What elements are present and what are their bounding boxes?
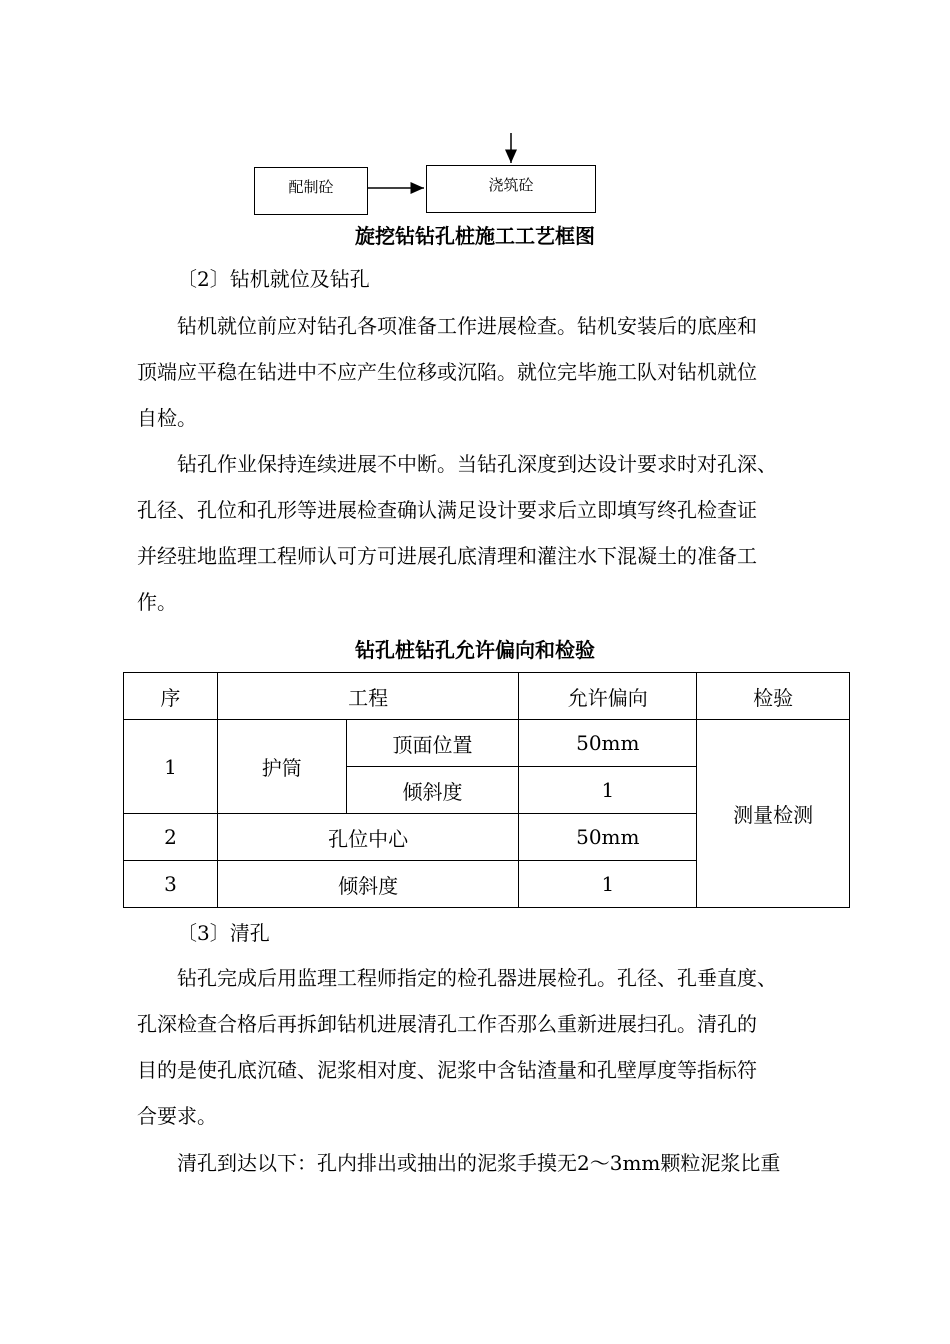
- text-line: 合要求。: [137, 1104, 217, 1128]
- cell-tolerance: 1: [519, 861, 697, 908]
- flow-box-mix-concrete: [254, 167, 368, 215]
- text-line: 钻机就位前应对钻孔各项准备工作进展检查。钻机安装后的底座和: [177, 314, 757, 338]
- text-line: 清孔到达以下：孔内排出或抽出的泥浆手摸无2～3mm颗粒泥浆比重: [177, 1151, 781, 1175]
- section3-heading: 〔3〕清孔: [177, 921, 270, 945]
- cell-no: 2: [124, 814, 218, 861]
- header-item: 工程: [217, 673, 519, 720]
- text-line: 目的是使孔底沉碴、泥浆相对度、泥浆中含钻渣量和孔壁厚度等指标符: [137, 1058, 757, 1082]
- header-tolerance: 允许偏向: [519, 673, 697, 720]
- table-header-row: [124, 673, 850, 720]
- flow-box-pour-concrete: [426, 165, 596, 213]
- section3-paragraph-1: [137, 955, 852, 1139]
- cell-group: 护筒: [217, 720, 346, 814]
- cell-item: 倾斜度: [346, 767, 519, 814]
- figure-title: 旋挖钻钻孔桩施工工艺框图: [355, 224, 595, 248]
- cell-tolerance: 50mm: [519, 720, 697, 767]
- flow-box-mix-label: 配制砼: [288, 178, 334, 196]
- text-line: 钻孔完成后用监理工程师指定的检孔器进展检孔。孔径、孔垂直度、: [177, 966, 777, 990]
- section2-paragraph-2: [137, 441, 852, 625]
- text-line: 孔深检查合格后再拆卸钻机进展清孔工作否那么重新进展扫孔。清孔的: [137, 1012, 757, 1036]
- text-line: 孔径、孔位和孔形等进展检查确认满足设计要求后立即填写终孔检查证: [137, 498, 757, 522]
- text-line: 并经驻地监理工程师认可方可进展孔底清理和灌注水下混凝土的准备工: [137, 544, 757, 568]
- tolerance-table: [123, 672, 850, 908]
- text-line: 作。: [137, 590, 177, 614]
- cell-no: 1: [124, 720, 218, 814]
- section3-paragraph-2: [137, 1140, 852, 1186]
- text-line: 钻孔作业保持连续进展不中断。当钻孔深度到达设计要求时对孔深、: [177, 452, 777, 476]
- table-row: [124, 720, 850, 767]
- cell-no: 3: [124, 861, 218, 908]
- flow-box-pour-label: 浇筑砼: [488, 176, 534, 194]
- cell-item: 倾斜度: [217, 861, 519, 908]
- section2-heading: 〔2〕钻机就位及钻孔: [177, 267, 370, 291]
- cell-item: 孔位中心: [217, 814, 519, 861]
- cell-item: 顶面位置: [346, 720, 519, 767]
- cell-tolerance: 1: [519, 767, 697, 814]
- cell-inspection: 测量检测: [697, 720, 850, 908]
- cell-tolerance: 50mm: [519, 814, 697, 861]
- table-title: 钻孔桩钻孔允许偏向和检验: [355, 638, 595, 662]
- header-no: 序: [124, 673, 218, 720]
- section2-paragraph-1: [137, 303, 852, 441]
- text-line: 顶端应平稳在钻进中不应产生位移或沉陷。就位完毕施工队对钻机就位: [137, 360, 757, 384]
- text-line: 自检。: [137, 406, 197, 430]
- header-inspection: 检验: [697, 673, 850, 720]
